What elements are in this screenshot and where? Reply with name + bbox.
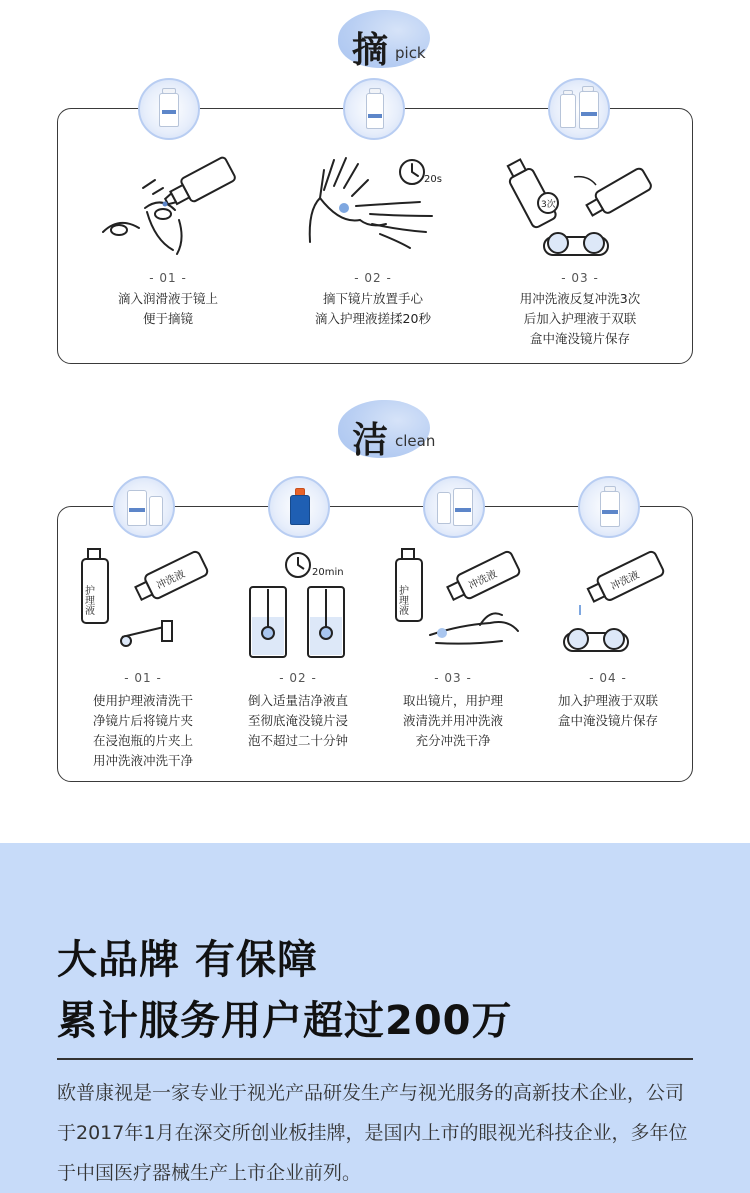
clean-timer-label: 20min — [312, 567, 344, 578]
case-storage-illustration — [550, 545, 680, 660]
clean-step-3-rinse-bottle-label: 冲洗液 — [467, 568, 499, 592]
pick-step-2-text: 摘下镜片放置手心 滴入护理液搓揉20秒 — [315, 291, 431, 326]
hand-rub-illustration — [300, 150, 450, 260]
clean-step-2-product-bubble — [268, 476, 330, 538]
pick-step-2-number: - 02 - — [354, 271, 392, 285]
clean-step-4-number: - 04 - — [589, 671, 627, 685]
pick-title-cn: 摘 — [352, 30, 389, 71]
clean-step-4-rinse-bottle-label: 冲洗液 — [609, 569, 642, 593]
clean-step-1-care-bottle-label: 护理液 — [82, 585, 94, 615]
clean-title-en: clean — [395, 432, 436, 450]
rinse-case-illustration — [500, 145, 660, 265]
clean-title-cn: 洁 — [352, 420, 389, 461]
palm-rinse-illustration — [390, 545, 530, 660]
pick-step-2-product-bubble — [343, 78, 405, 140]
clean-step-3-care-bottle-label: 护理液 — [396, 585, 408, 615]
clean-step-1-text: 使用护理液清洗干 净镜片后将镜片夹 在浸泡瓶的片夹上 用冲洗液冲洗干净 — [92, 693, 193, 768]
pick-times-label: 3次 — [541, 200, 556, 210]
clean-section-header — [0, 398, 750, 468]
pick-section-header — [0, 8, 750, 78]
brand-divider — [57, 1058, 693, 1060]
pick-step-1-text: 滴入润滑液于镜上 便于摘镜 — [117, 291, 218, 326]
clean-step-4-text: 加入护理液于双联 盒中淹没镜片保存 — [557, 693, 658, 728]
brand-title-line-2: 累计服务用户超过200万 — [57, 998, 513, 1044]
pick-timer-label: 20s — [424, 174, 442, 185]
clean-step-1-number: - 01 - — [124, 671, 162, 685]
clean-step-3-text: 取出镜片，用护理 液清洗并用冲洗液 充分冲洗干净 — [402, 693, 503, 748]
pick-step-1-product-bubble — [138, 78, 200, 140]
brand-title-line-1: 大品牌 有保障 — [57, 937, 318, 983]
pick-title-en: pick — [395, 44, 426, 62]
clean-step-4-product-bubble — [578, 476, 640, 538]
pick-step-3-product-bubble — [548, 78, 610, 140]
eye-drop-illustration — [95, 150, 245, 260]
clean-step-1-rinse-bottle-label: 冲洗液 — [155, 568, 187, 592]
brand-description: 欧普康视是一家专业于视光产品研发生产与视光服务的高新技术企业，公司于2017年1月在深交所创业板挂牌，是国内上市的眼视光科技企业，多年位于中国医疗器械生产上市企业前列。 — [57, 1082, 688, 1184]
clean-step-2-number: - 02 - — [279, 671, 317, 685]
pick-step-3-number: - 03 - — [561, 271, 599, 285]
pick-step-3-text: 用冲洗液反复冲洗3次 后加入护理液于双联 盒中淹没镜片保存 — [519, 291, 641, 346]
clean-step-3-number: - 03 - — [434, 671, 472, 685]
soak-vials-illustration — [240, 545, 360, 660]
clean-step-2-text: 倒入适量洁净液直 至彻底淹没镜片浸 泡不超过二十分钟 — [247, 693, 348, 748]
brand-section — [0, 843, 750, 1193]
clip-rinse-illustration — [78, 545, 218, 660]
clean-step-1-product-bubble — [113, 476, 175, 538]
pick-step-1-number: - 01 - — [149, 271, 187, 285]
clean-step-3-product-bubble — [423, 476, 485, 538]
